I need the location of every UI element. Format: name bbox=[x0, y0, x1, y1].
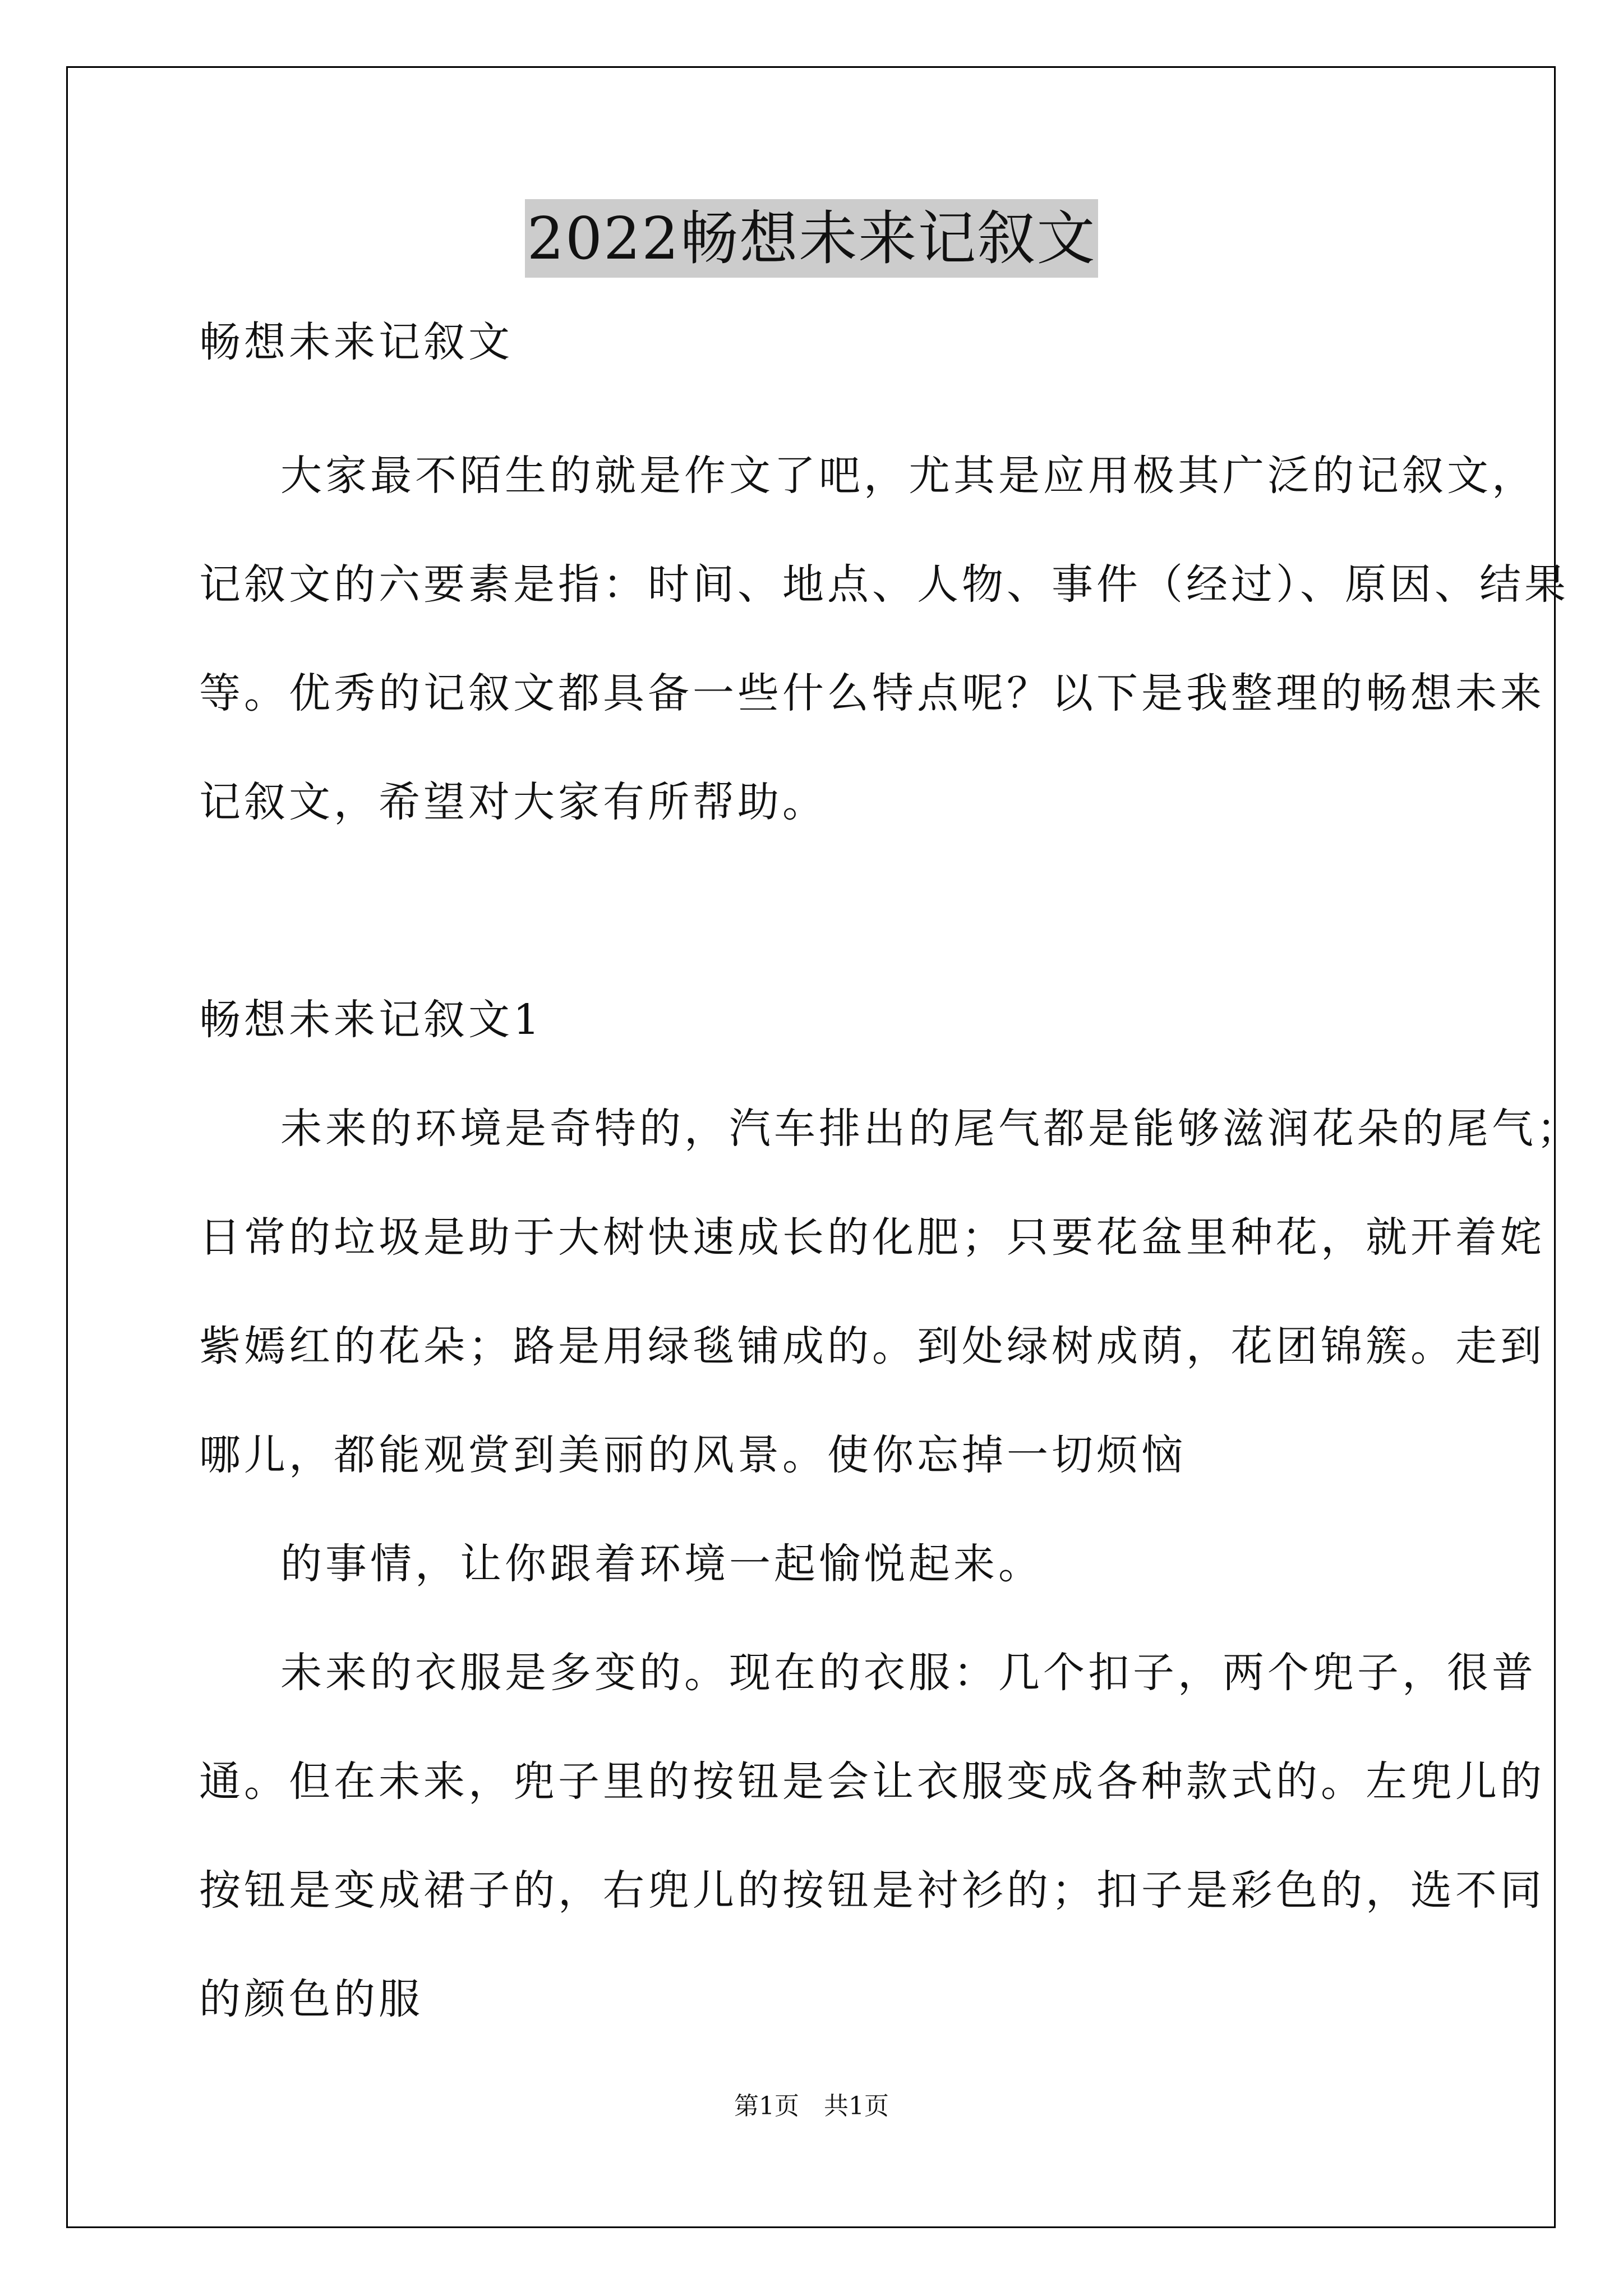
paragraph-line: 哪儿，都能观赏到美丽的风景。使你忘掉一切烦恼 bbox=[199, 1431, 1186, 1479]
document-title: 2022畅想未来记叙文 bbox=[525, 199, 1099, 278]
section-heading: 畅想未来记叙文1 bbox=[199, 996, 543, 1044]
paragraph-line: 的事情，让你跟着环境一起愉悦起来。 bbox=[280, 1540, 1043, 1588]
paragraph-line: 通。但在未来，兜子里的按钮是会让衣服变成各种款式的。左兜儿的 bbox=[199, 1757, 1545, 1806]
paragraph-line: 等。优秀的记叙文都具备一些什么特点呢？以下是我整理的畅想未来 bbox=[199, 669, 1545, 717]
paragraph-line: 大家最不陌生的就是作文了吧，尤其是应用极其广泛的记叙文， bbox=[280, 452, 1537, 500]
paragraph-line: 紫嫣红的花朵；路是用绿毯铺成的。到处绿树成荫，花团锦簇。走到 bbox=[199, 1322, 1545, 1370]
page-number: 第1页 bbox=[734, 2092, 799, 2120]
page-total: 共1页 bbox=[824, 2092, 889, 2120]
page-footer bbox=[0, 2090, 1623, 2123]
paragraph-line: 记叙文，希望对大家有所帮助。 bbox=[199, 778, 827, 826]
paragraph-line: 按钮是变成裙子的，右兜儿的按钮是衬衫的；扣子是彩色的，选不同 bbox=[199, 1866, 1545, 1915]
paragraph-line: 未来的衣服是多变的。现在的衣服：几个扣子，两个兜子，很普 bbox=[280, 1649, 1537, 1697]
paragraph-line: 日常的垃圾是助于大树快速成长的化肥；只要花盆里种花，就开着姹 bbox=[199, 1213, 1545, 1262]
paragraph-line: 的颜色的服 bbox=[199, 1975, 423, 2023]
paragraph-line: 未来的环境是奇特的，汽车排出的尾气都是能够滋润花朵的尾气； bbox=[280, 1105, 1581, 1153]
paragraph-line: 记叙文的六要素是指：时间、地点、人物、事件（经过）、原因、结果 bbox=[199, 560, 1569, 609]
title-container bbox=[0, 199, 1623, 278]
subtitle: 畅想未来记叙文 bbox=[199, 318, 513, 366]
